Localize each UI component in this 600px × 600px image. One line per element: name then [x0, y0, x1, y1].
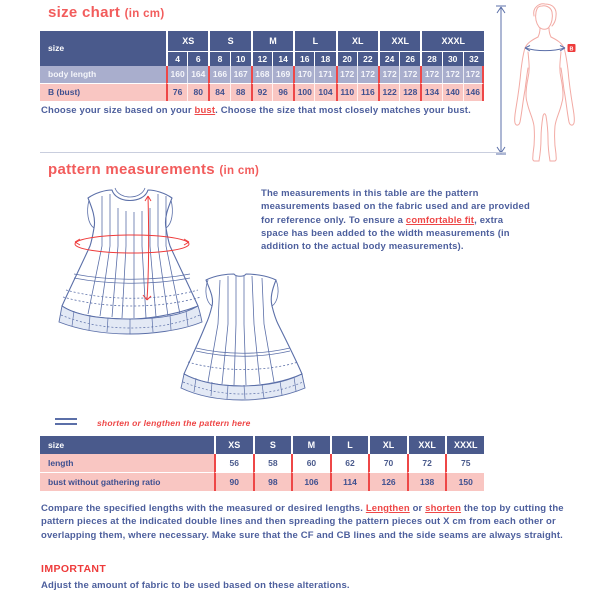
- pm-value: 114: [330, 472, 369, 491]
- garment-back-illustration: [181, 274, 305, 400]
- svg-text:B: B: [569, 46, 574, 53]
- section-divider: [40, 152, 506, 153]
- bust-label-badge: [568, 44, 576, 52]
- size-group-header: XXXL: [420, 31, 484, 51]
- double-line-icon: [55, 418, 77, 428]
- pm-paragraph-post: , extra space has been added to the width measurements (in addition to the actual body measurements).: [261, 214, 510, 253]
- caption-pre: Choose your size based on your: [41, 105, 195, 116]
- measurement-value: 110: [336, 83, 357, 101]
- pm-size-header: XXL: [407, 436, 446, 454]
- pm-value: 126: [368, 472, 407, 491]
- size-chart-caption: [41, 104, 511, 117]
- size-number-header: 24: [378, 51, 399, 66]
- measurement-value: 160: [166, 66, 187, 83]
- pm-size-header: XS: [214, 436, 253, 454]
- bust-measurement-line: [525, 46, 565, 52]
- size-number-header: 14: [272, 51, 293, 66]
- measurement-value: 122: [378, 83, 399, 101]
- important-text: Adjust the amount of fabric to be used based on these alterations.: [41, 580, 350, 591]
- measurement-value: 92: [251, 83, 272, 101]
- size-group-header: XS: [166, 31, 208, 51]
- pattern-measurements-table: [40, 436, 484, 491]
- measurement-value: 140: [442, 83, 463, 101]
- measurement-value: 172: [463, 66, 484, 83]
- pm-row-label: bust without gathering ratio: [40, 472, 214, 491]
- size-number-header: 16: [293, 51, 314, 66]
- pm-value: 90: [214, 472, 253, 491]
- compare-pre: Compare the specified lengths with the measured or desired lengths.: [41, 503, 366, 514]
- legend-row: [55, 418, 251, 428]
- size-group-header: L: [293, 31, 335, 51]
- measurement-value: 80: [187, 83, 208, 101]
- size-group-header: M: [251, 31, 293, 51]
- pattern-measurements-title: [48, 161, 259, 178]
- size-group-header: XXL: [378, 31, 420, 51]
- pm-value: 98: [253, 472, 292, 491]
- size-chart-corner: size: [40, 31, 166, 66]
- size-number-header: 8: [208, 51, 229, 66]
- measurement-value: 128: [399, 83, 420, 101]
- measurement-value: 168: [251, 66, 272, 83]
- measurement-value: 96: [272, 83, 293, 101]
- pm-value: 58: [253, 454, 292, 472]
- measurement-value: 104: [314, 83, 335, 101]
- measurement-row-label: B (bust): [40, 83, 166, 101]
- size-group-header: XL: [336, 31, 378, 51]
- size-number-header: 26: [399, 51, 420, 66]
- pm-value: 106: [291, 472, 330, 491]
- measurement-value: 164: [187, 66, 208, 83]
- measurement-value: 171: [314, 66, 335, 83]
- pm-size-header: M: [291, 436, 330, 454]
- compare-mid: or: [409, 503, 426, 514]
- size-number-header: 32: [463, 51, 484, 66]
- measurement-value: 166: [208, 66, 229, 83]
- measurement-value: 167: [230, 66, 251, 83]
- size-chart-title: [48, 4, 164, 21]
- lengthen-emphasis: Lengthen: [365, 503, 410, 514]
- pm-size-header: XXXL: [445, 436, 484, 454]
- measurement-value: 172: [420, 66, 441, 83]
- pm-value: 70: [368, 454, 407, 472]
- size-number-header: 10: [230, 51, 251, 66]
- size-chart-title-text: size chart: [48, 4, 121, 21]
- size-chart-unit: (in cm): [124, 8, 165, 20]
- size-group-header: S: [208, 31, 250, 51]
- caption-post: . Choose the size that most closely matches your bust.: [215, 105, 471, 116]
- pm-value: 150: [445, 472, 484, 491]
- pm-row-label: length: [40, 454, 214, 472]
- measurement-value: 84: [208, 83, 229, 101]
- pm-size-header: XL: [368, 436, 407, 454]
- pm-size-header: L: [330, 436, 369, 454]
- length-dimension-arrow: [496, 6, 506, 154]
- pm-paragraph-pre: The measurements in this table are the pattern measurements based on the fabric used and are provided for reference only. To ensure a: [261, 188, 530, 226]
- garment-front-illustration: [59, 188, 202, 334]
- pattern-unit: (in cm): [219, 165, 260, 177]
- size-chart-table: [40, 31, 484, 101]
- important-heading: IMPORTANT: [41, 563, 107, 575]
- measurement-value: 76: [166, 83, 187, 101]
- pm-value: 138: [407, 472, 446, 491]
- size-number-header: 30: [442, 51, 463, 66]
- pm-value: 72: [407, 454, 446, 472]
- measurement-row-label: body length: [40, 66, 166, 83]
- pm-value: 62: [330, 454, 369, 472]
- pm-size-header: S: [253, 436, 292, 454]
- body-figure-illustration: [487, 2, 600, 166]
- pattern-measurements-paragraph: [261, 187, 533, 253]
- size-number-header: 18: [314, 51, 335, 66]
- size-number-header: 4: [166, 51, 187, 66]
- measurement-value: 116: [357, 83, 378, 101]
- measurement-value: 134: [420, 83, 441, 101]
- measurement-value: 172: [442, 66, 463, 83]
- size-number-header: 20: [336, 51, 357, 66]
- compare-paragraph: [41, 502, 569, 542]
- measurement-value: 100: [293, 83, 314, 101]
- measurement-value: 172: [336, 66, 357, 83]
- measurement-value: 172: [357, 66, 378, 83]
- female-silhouette: [515, 4, 575, 161]
- size-number-header: 12: [251, 51, 272, 66]
- comfortable-fit-emphasis: comfortable fit: [405, 214, 475, 226]
- measurement-value: 146: [463, 83, 484, 101]
- size-number-header: 22: [357, 51, 378, 66]
- size-number-header: 28: [420, 51, 441, 66]
- legend-text: shorten or lengthen the pattern here: [97, 418, 251, 428]
- compare-post: the top by cutting the pattern pieces at the indicated double lines and then spreading the pattern pieces out X cm from each other or overlapping them, where necessary. Make sure that the CF and CB lines and the side seams are always straight.: [41, 503, 564, 541]
- pm-table-corner: size: [40, 436, 214, 454]
- measurement-value: 172: [399, 66, 420, 83]
- measurement-value: 88: [230, 83, 251, 101]
- size-number-header: 6: [187, 51, 208, 66]
- pm-value: 56: [214, 454, 253, 472]
- pm-value: 75: [445, 454, 484, 472]
- measurement-value: 169: [272, 66, 293, 83]
- shorten-emphasis: shorten: [425, 503, 462, 514]
- bust-emphasis: bust: [194, 105, 216, 116]
- pm-value: 60: [291, 454, 330, 472]
- measurement-value: 170: [293, 66, 314, 83]
- pattern-title-text: pattern measurements: [48, 161, 215, 178]
- measurement-value: 172: [378, 66, 399, 83]
